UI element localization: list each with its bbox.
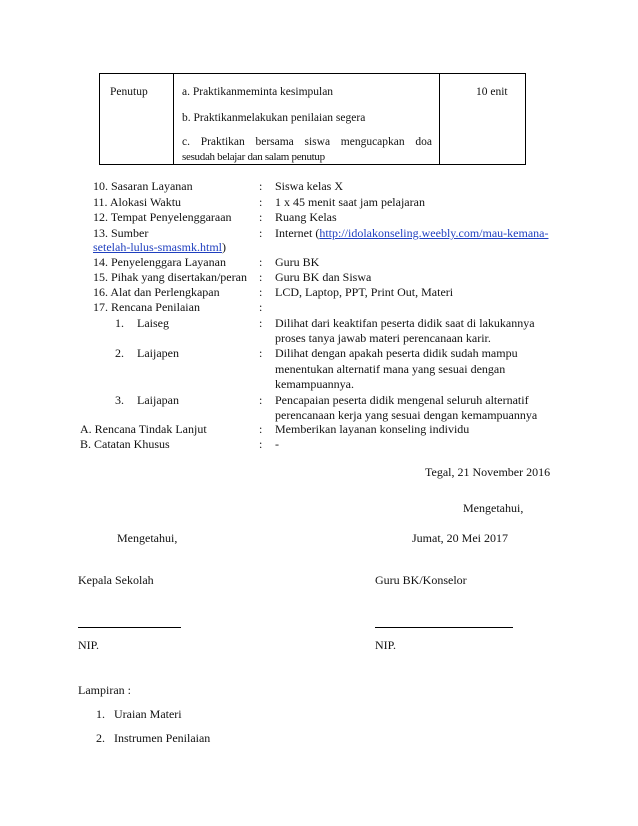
row-value: LCD, Laptop, PPT, Print Out, Materi xyxy=(275,285,454,299)
right-signature-line xyxy=(375,627,513,628)
followup-sep: : xyxy=(259,422,263,436)
row-label: 17. Rencana Penilaian xyxy=(93,300,200,314)
table-duration-cell xyxy=(439,74,526,164)
assessment-num: 3. xyxy=(115,393,124,407)
right-acknowledged: Mengetahui, xyxy=(463,501,524,515)
attachment-item: Uraian Materi xyxy=(114,707,182,721)
closing-activity-table xyxy=(99,73,526,165)
row-sep: : xyxy=(259,300,263,314)
assessment-line: proses tanya jawab materi perencanaan karir. xyxy=(275,331,491,345)
row-label: 12. Tempat Penyelenggaraan xyxy=(93,210,232,224)
followup-value: - xyxy=(275,437,279,451)
row-label: 11. Alokasi Waktu xyxy=(93,195,182,209)
source-link-cont[interactable]: setelah-lulus-smasmk.html xyxy=(93,240,222,254)
attachment-num: 1. xyxy=(96,707,105,721)
closing-item-c-line2: sesudah belajar dan salam penutup xyxy=(182,151,325,163)
table-stage-cell xyxy=(100,74,174,164)
assessment-line: menentukan alternatif mana yang sesuai dengan xyxy=(275,362,506,376)
followup-value: Memberikan layanan konseling individu xyxy=(275,422,470,436)
attachment-num: 2. xyxy=(96,731,105,745)
row-value: Guru BK dan Siswa xyxy=(275,270,372,284)
row-label: 13. Sumber xyxy=(93,226,149,240)
assessment-line: Pencapaian peserta didik mengenal seluruh alternatif xyxy=(275,393,529,407)
attachment-item: Instrumen Penilaian xyxy=(114,731,211,745)
source-link-continued: setelah-lulus-smasmk.html) xyxy=(93,240,226,254)
row-label: 10. Sasaran Layanan xyxy=(93,179,193,193)
assessment-line: Dilihat dengan apakah peserta didik sudah mampu xyxy=(275,346,518,360)
row-sep: : xyxy=(259,210,263,224)
row-sep: : xyxy=(259,255,263,269)
assessment-sep: : xyxy=(259,346,263,360)
row-label: 16. Alat dan Perlengkapan xyxy=(93,285,220,299)
assessment-name: Laiseg xyxy=(137,316,169,330)
attachments-title: Lampiran : xyxy=(78,683,131,697)
row-sep: : xyxy=(259,270,263,284)
row-value: Ruang Kelas xyxy=(275,210,337,224)
right-role: Guru BK/Konselor xyxy=(375,573,467,587)
row-sep: : xyxy=(259,195,263,209)
source-link[interactable]: http://idolakonseling.weebly.com/mau-kemana- xyxy=(319,226,549,240)
right-nip: NIP. xyxy=(375,638,397,652)
row-label: 15. Pihak yang disertakan/peran xyxy=(93,270,247,284)
assessment-line: kemampuannya. xyxy=(275,377,354,391)
assessment-sep: : xyxy=(259,393,263,407)
assessment-sep: : xyxy=(259,316,263,330)
assessment-line: Dilihat dari keaktifan peserta didik saat di lakukannya xyxy=(275,316,535,330)
assessment-name: Laijapan xyxy=(137,393,179,407)
closing-item-a: a. Praktikanmeminta kesimpulan xyxy=(182,86,334,98)
assessment-line: perencanaan kerja yang sesuai dengan kemampuannya xyxy=(275,408,538,422)
row-sep: : xyxy=(259,226,263,240)
left-nip: NIP. xyxy=(78,638,100,652)
duration-label: 10 enit xyxy=(476,86,508,98)
closing-item-b: b. Praktikanmelakukan penilaian segera xyxy=(182,112,366,124)
row-value: Siswa kelas X xyxy=(275,179,343,193)
row-sep: : xyxy=(259,285,263,299)
assessment-name: Laijapen xyxy=(137,346,179,360)
followup-sep: : xyxy=(259,437,263,451)
assessment-num: 2. xyxy=(115,346,124,360)
row-label: 14. Penyelenggara Layanan xyxy=(93,255,226,269)
assessment-num: 1. xyxy=(115,316,124,330)
closing-item-c-line1: c. Praktikan bersama siswa mengucapkan doa xyxy=(182,136,432,148)
source-value: Internet (http://idolakonseling.weebly.com/mau-kemana- xyxy=(275,226,549,240)
followup-label: B. Catatan Khusus xyxy=(80,437,170,451)
row-sep: : xyxy=(259,179,263,193)
row-value: 1 x 45 menit saat jam pelajaran xyxy=(275,195,425,209)
followup-label: A. Rencana Tindak Lanjut xyxy=(80,422,207,436)
right-date: Jumat, 20 Mei 2017 xyxy=(412,531,508,545)
place-date: Tegal, 21 November 2016 xyxy=(425,465,551,479)
left-role: Kepala Sekolah xyxy=(78,573,154,587)
left-signature-line xyxy=(78,627,181,628)
row-value: Guru BK xyxy=(275,255,320,269)
left-acknowledged: Mengetahui, xyxy=(117,531,178,545)
stage-label: Penutup xyxy=(110,86,148,98)
